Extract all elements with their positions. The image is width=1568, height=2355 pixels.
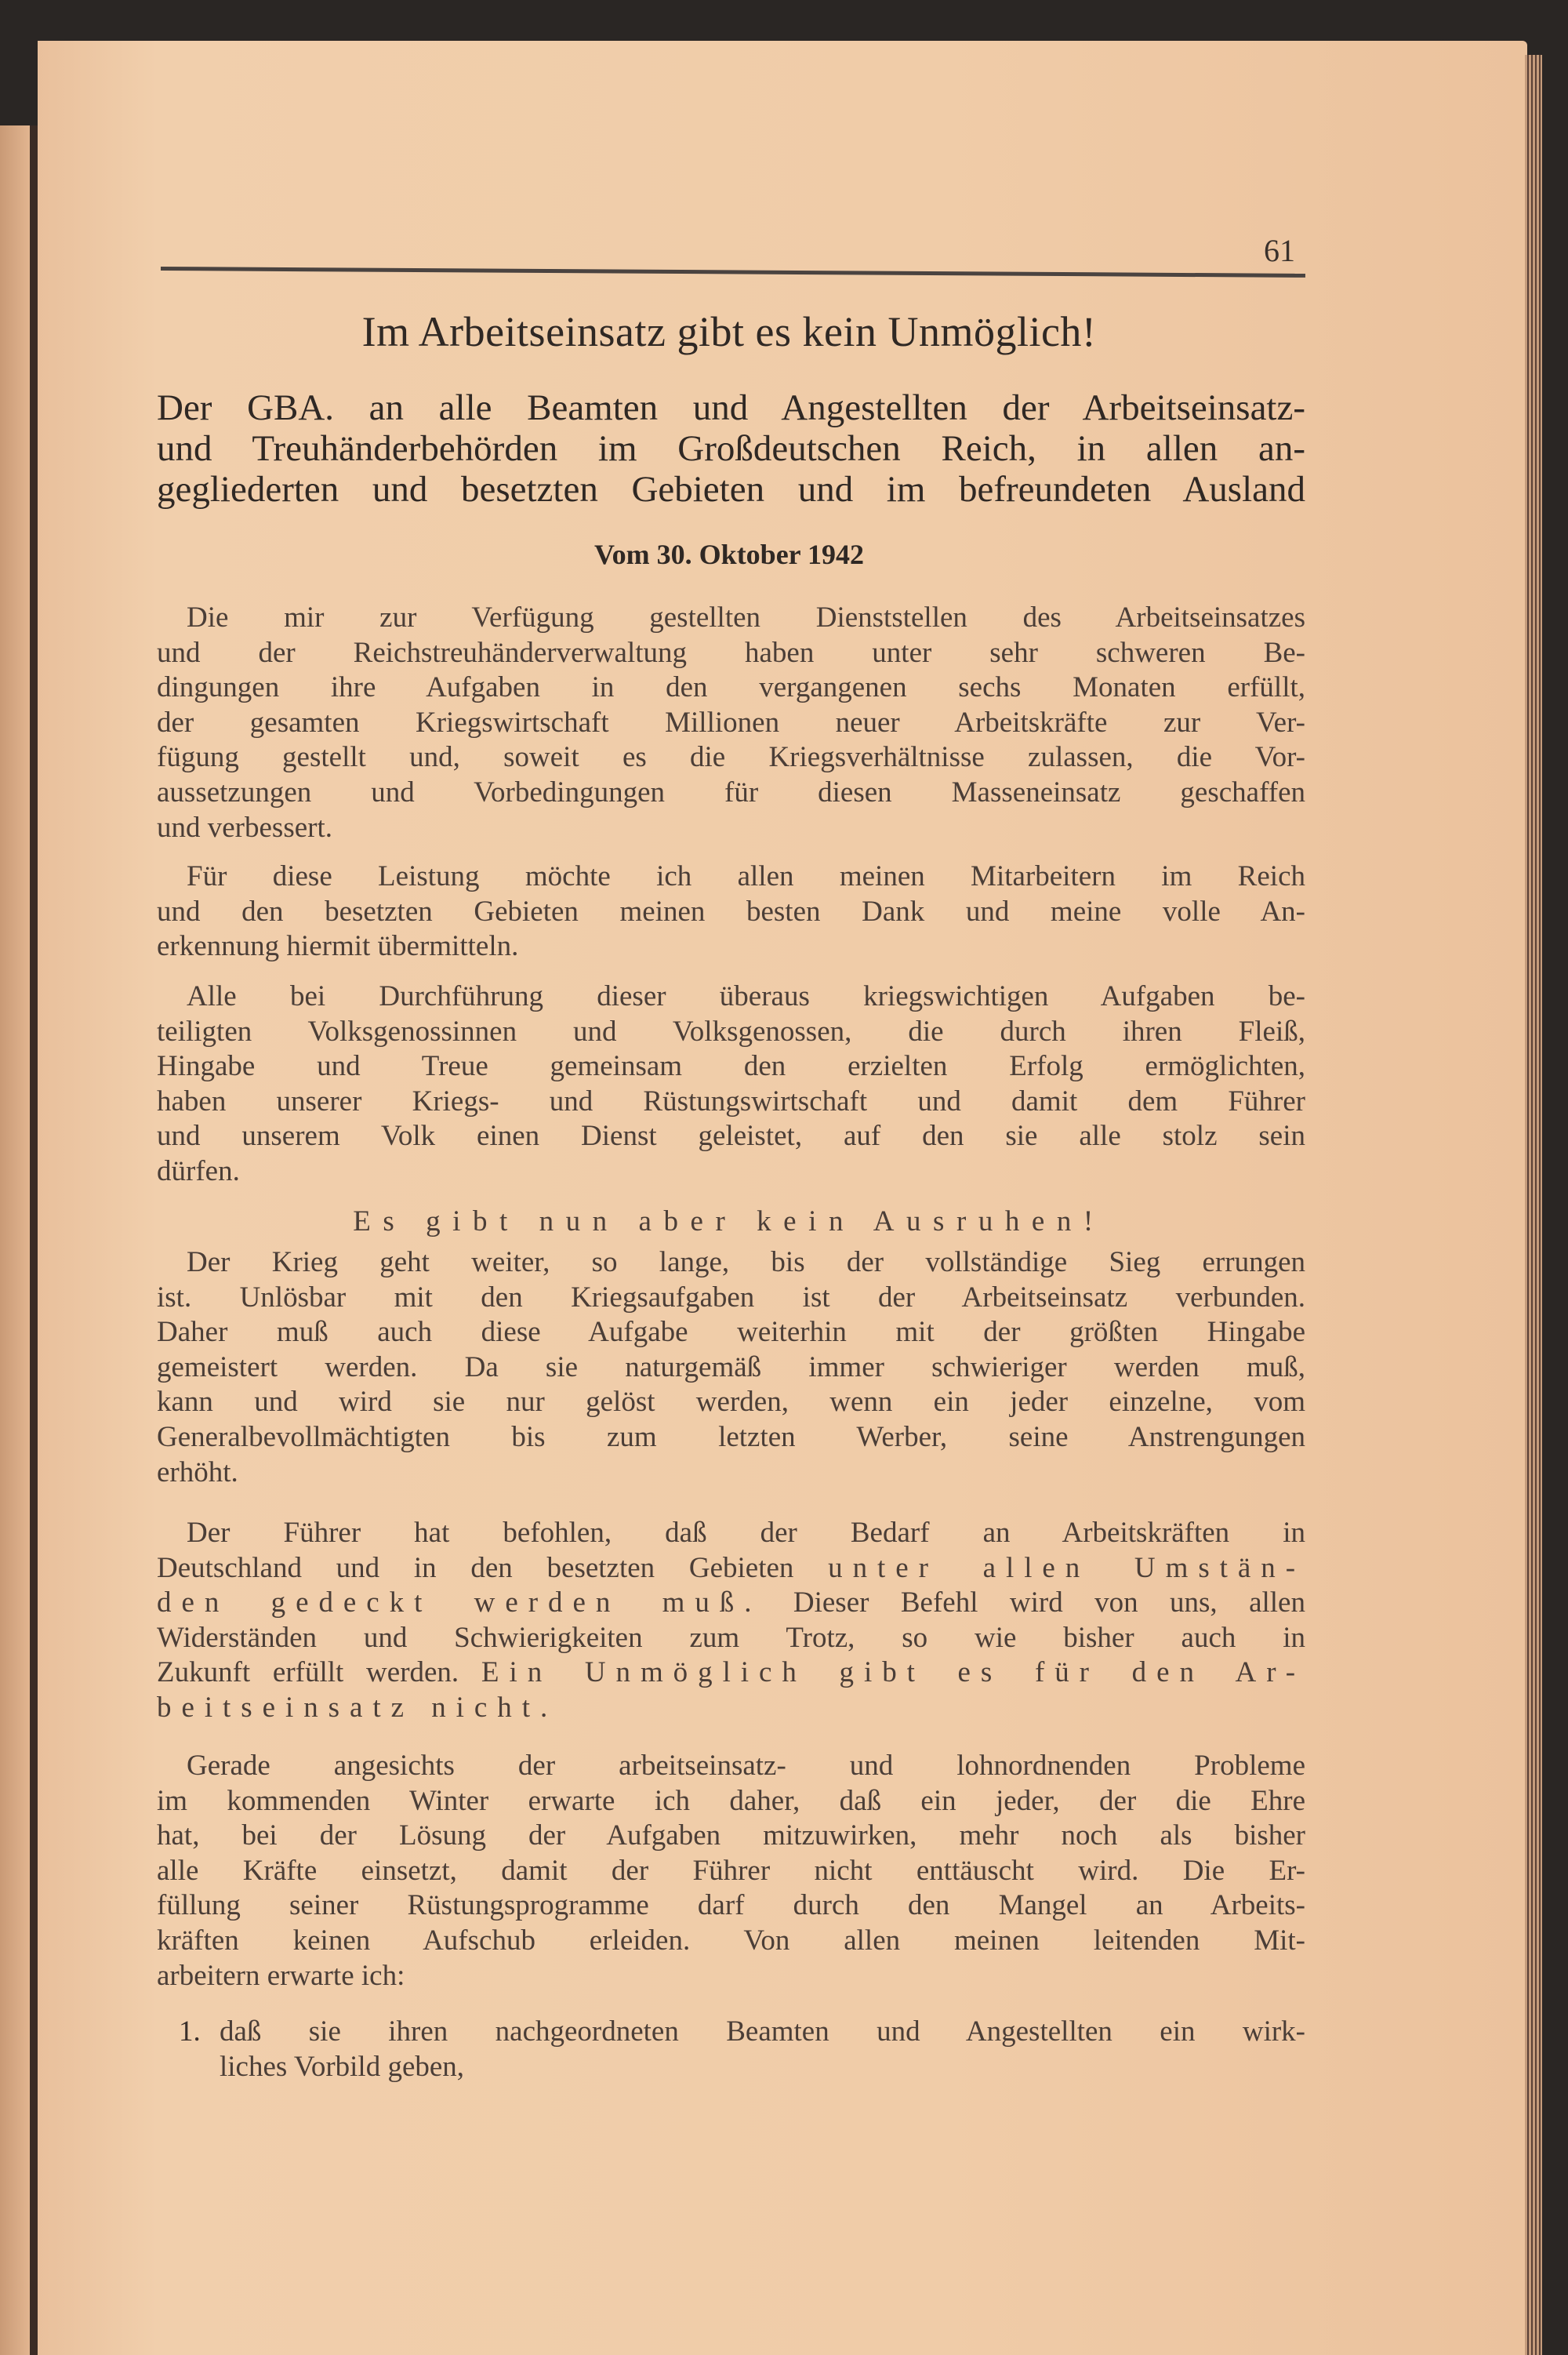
text-line: kräften keinen Aufschub erleiden. Von allen meinen leitenden Mit- bbox=[157, 1924, 1305, 1957]
spaced-emphasis-text: beitseinsatz nicht. bbox=[157, 1691, 558, 1724]
text-segment: Zukunft erfüllt werden. bbox=[157, 1656, 481, 1689]
spaced-emphasis-text: Ein Unmöglich gibt es für den Ar- bbox=[481, 1656, 1305, 1689]
text-line: alle Kräfte einsetzt, damit der Führer nicht enttäuscht wird. Die Er- bbox=[157, 1854, 1305, 1887]
text-line: Gerade angesichts der arbeitseinsatz- und lohnordnenden Probleme bbox=[187, 1750, 1305, 1782]
text-segment: Dieser Befehl wird von uns, allen bbox=[761, 1586, 1305, 1619]
text-line: Alle bei Durchführung dieser überaus kriegswichtigen Aufgaben be- bbox=[187, 980, 1305, 1012]
text-line: Der GBA. an alle Beamten und Angestellten der Arbeitseinsatz- bbox=[157, 387, 1305, 428]
list-item-text bbox=[220, 2015, 1305, 2084]
text-line bbox=[157, 1516, 1305, 1551]
text-line: und verbessert. bbox=[157, 811, 332, 844]
decree-heading bbox=[157, 387, 1305, 510]
text-line: haben unserer Kriegs- und Rüstungswirtschaft und damit dem Führer bbox=[157, 1085, 1305, 1118]
text-segment: Widerständen und Schwierigkeiten zum Trotz, so wie bisher auch in bbox=[157, 1621, 1305, 1654]
subheading: Es gibt nun aber kein Ausruhen! bbox=[353, 1205, 1105, 1237]
text-line: füllung seiner Rüstungsprogramme darf durch den Mangel an Arbeits- bbox=[157, 1889, 1305, 1922]
paragraph-2 bbox=[157, 860, 1305, 965]
text-line: liches Vorbild geben, bbox=[220, 2050, 465, 2083]
book-gutter bbox=[30, 125, 38, 2355]
text-line: dingungen ihre Aufgaben in den vergangenen sechs Monaten erfüllt, bbox=[157, 671, 1305, 704]
spaced-emphasis-text: unter allen Umstän- bbox=[828, 1551, 1305, 1584]
paragraph-1 bbox=[157, 601, 1305, 845]
text-line: und den besetzten Gebieten meinen besten Dank und meine volle An- bbox=[157, 895, 1305, 928]
text-line: im kommenden Winter erwarte ich daher, daß ein jeder, der die Ehre bbox=[157, 1784, 1305, 1817]
text-line: teiligten Volksgenossinnen und Volksgenossen, die durch ihren Fleiß, bbox=[157, 1015, 1305, 1048]
text-line: arbeitern erwarte ich: bbox=[157, 1959, 405, 1992]
text-line: gemeistert werden. Da sie naturgemäß immer schwieriger werden muß, bbox=[157, 1350, 1305, 1383]
numbered-list bbox=[179, 2015, 1305, 2084]
text-line: erkennung hiermit übermitteln. bbox=[157, 930, 519, 963]
text-line: und Treuhänderbehörden im Großdeutschen Reich, in allen an- bbox=[157, 428, 1305, 469]
text-line: Generalbevollmächtigten bis zum letzten Werber, seine Anstrengungen bbox=[157, 1420, 1305, 1453]
text-line: gegliederten und besetzten Gebieten und im befreundeten Ausland bbox=[157, 469, 1305, 510]
text-line bbox=[157, 1586, 1305, 1621]
text-line: erhöht. bbox=[157, 1456, 238, 1488]
text-line: Hingabe und Treue gemeinsam den erzielten Erfolg ermöglichten, bbox=[157, 1050, 1305, 1083]
text-line: der gesamten Kriegswirtschaft Millionen neuer Arbeitskräfte zur Ver- bbox=[157, 706, 1305, 739]
text-line bbox=[157, 1621, 1305, 1656]
text-line: aussetzungen und Vorbedingungen für diesen Masseneinsatz geschaffen bbox=[157, 776, 1305, 809]
text-line: Die mir zur Verfügung gestellten Dienststellen des Arbeitseinsatzes bbox=[187, 601, 1305, 634]
text-line: und der Reichstreuhänderverwaltung haben unter sehr schweren Be- bbox=[157, 636, 1305, 669]
paragraph-6 bbox=[157, 1749, 1305, 1993]
page-number: 61 bbox=[1264, 233, 1295, 268]
page-edges bbox=[1525, 55, 1542, 2355]
text-line: ist. Unlösbar mit den Kriegsaufgaben ist der Arbeitseinsatz verbunden. bbox=[157, 1281, 1305, 1314]
text-line: Für diese Leistung möchte ich allen meinen Mitarbeitern im Reich bbox=[187, 860, 1305, 892]
paragraph-4 bbox=[157, 1245, 1305, 1490]
text-line bbox=[157, 1655, 1305, 1691]
text-line bbox=[157, 1691, 1305, 1726]
spaced-emphasis-text: den gedeckt werden muß. bbox=[157, 1586, 762, 1619]
text-segment: Der Führer hat befohlen, daß der Bedarf an Arbeitskräften in bbox=[187, 1517, 1305, 1549]
paragraph-5 bbox=[157, 1516, 1305, 1726]
text-line bbox=[157, 1551, 1305, 1586]
text-line: daß sie ihren nachgeordneten Beamten und Angestellten ein wirk- bbox=[220, 2015, 1305, 2048]
facing-page-edge bbox=[0, 125, 30, 2355]
decree-date: Vom 30. Oktober 1942 bbox=[593, 539, 865, 570]
text-line: hat, bei der Lösung der Aufgaben mitzuwirken, mehr noch als bisher bbox=[157, 1819, 1305, 1852]
text-line: Der Krieg geht weiter, so lange, bis der vollständige Sieg errungen bbox=[187, 1246, 1305, 1278]
text-line: kann und wird sie nur gelöst werden, wenn ein jeder einzelne, vom bbox=[157, 1386, 1305, 1419]
text-line: und unserem Volk einen Dienst geleistet, auf den sie alle stolz sein bbox=[157, 1120, 1305, 1153]
page-title: Im Arbeitseinsatz gibt es kein Unmöglich! bbox=[361, 308, 1097, 355]
paragraph-3 bbox=[157, 979, 1305, 1190]
text-line: fügung gestellt und, soweit es die Kriegsverhältnisse zulassen, die Vor- bbox=[157, 741, 1305, 774]
text-segment: Deutschland und in den besetzten Gebieten bbox=[157, 1551, 829, 1584]
text-line: dürfen. bbox=[157, 1154, 240, 1187]
text-line: Daher muß auch diese Aufgabe weiterhin mit der größten Hingabe bbox=[157, 1316, 1305, 1349]
list-number: 1. bbox=[179, 2015, 201, 2048]
